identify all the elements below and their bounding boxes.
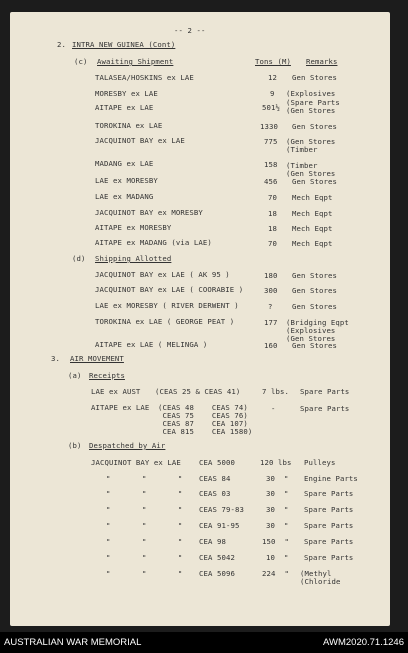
ditto-marks: " " " [106,569,183,578]
tons: 501½ [262,103,280,112]
route: AITAPE ex LAE [95,103,154,112]
consignment-ref: CEAS 84 [199,474,231,483]
ditto-marks: " " " [106,474,183,483]
route: JACQUINOT BAY ex LAE [95,136,185,145]
route: JACQUINOT BAY ex LAE [91,458,181,467]
remarks: Mech Eqpt [292,239,333,248]
remarks: (Bridging Eqpt [286,318,349,327]
consignment-refs: (CEAS 48 CEAS 74) [158,403,248,412]
remarks: Mech Eqpt [292,209,333,218]
subsection-title: Despatched by Air [89,441,166,450]
consignment-ref: CEA 91-95 [199,521,240,530]
route: AITAPE ex MADANG (via LAE) [95,238,212,247]
consignment-ref: CEAS 79-83 [199,505,244,514]
ditto-marks: " " " [106,521,183,530]
tons: 456 [264,177,278,186]
route: AITAPE ex LAE ( MELINGA ) [95,340,208,349]
remarks: Spare Parts [304,489,354,498]
tons: 12 [268,73,277,82]
tons: 300 [264,286,278,295]
consignment-refs: CEAS 75 CEAS 76) [158,411,248,420]
remarks: (Explosives [286,89,336,98]
ditto-marks: " " " [106,489,183,498]
remarks: (Chloride [300,577,341,586]
remarks: (Gen Stores [286,169,336,178]
route: AITAPE ex MORESBY [95,223,172,232]
remarks: Gen Stores [292,286,337,295]
consignment-ref: CEA 5096 [199,569,235,578]
quantity: - [271,404,276,413]
route: LAE ex MORESBY [95,176,158,185]
route: MADANG ex LAE [95,159,154,168]
consignment-refs: (CEAS 25 & CEAS 41) [155,387,241,396]
route: JACQUINOT BAY ex LAE ( AK 95 ) [95,270,230,279]
section-number: 3. [51,354,60,363]
quantity: 30 " [266,474,289,483]
remarks: Gen Stores [292,122,337,131]
remarks: Gen Stores [292,341,337,350]
remarks: Engine Parts [304,474,358,483]
tons: 70 [268,239,277,248]
tons: 18 [268,209,277,218]
consignment-refs: CEAS 87 CEA 107) [158,419,248,428]
subsection-letter: (c) [74,57,88,66]
route: LAE ex AUST [91,387,141,396]
consignment-ref: CEAS 03 [199,489,231,498]
remarks: Gen Stores [292,302,337,311]
quantity: 7 lbs. [262,387,289,396]
quantity: 150 " [262,537,289,546]
page-number: -- 2 -- [174,26,206,35]
remarks: Pulleys [304,458,336,467]
remarks: (Spare Parts [286,98,340,107]
subsection-title: Awaiting Shipment [97,57,174,66]
consignment-ref: CEA 98 [199,537,226,546]
tons: 180 [264,271,278,280]
remarks: Spare Parts [304,505,354,514]
remarks: (Gen Stores [286,334,336,343]
remarks: (Timber [286,145,318,154]
remarks: Mech Eqpt [292,193,333,202]
route: JACQUINOT BAY ex LAE ( COORABIE ) [95,285,244,294]
remarks: Spare Parts [300,387,350,396]
subsection-letter: (a) [68,371,82,380]
remarks: (Methyl [300,569,332,578]
quantity: 224 " [262,569,289,578]
column-header-remarks: Remarks [306,57,338,66]
route: TOROKINA ex LAE [95,121,163,130]
tons: 1330 [260,122,278,131]
quantity: 120 lbs [260,458,292,467]
tons: ? [268,302,273,311]
remarks: Spare Parts [300,404,350,413]
route: MORESBY ex LAE [95,89,158,98]
quantity: 30 " [266,505,289,514]
route: LAE ex MADANG [95,192,154,201]
remarks: (Explosives [286,326,336,335]
footer-bar [0,632,408,653]
section-title: AIR MOVEMENT [70,354,124,363]
remarks: Spare Parts [304,537,354,546]
ditto-marks: " " " [106,505,183,514]
tons: 775 [264,137,278,146]
route: LAE ex MORESBY ( RIVER DERWENT ) [95,301,239,310]
subsection-title: Shipping Allotted [95,254,172,263]
quantity: 30 " [266,521,289,530]
route: TALASEA/HOSKINS ex LAE [95,73,194,82]
route: AITAPE ex LAE [91,403,150,412]
remarks: Mech Eqpt [292,224,333,233]
consignment-ref: CEA 5000 [199,458,235,467]
remarks: (Timber [286,161,318,170]
remarks: (Gen Stores [286,106,336,115]
tons: 70 [268,193,277,202]
remarks: (Gen Stores [286,137,336,146]
tons: 18 [268,224,277,233]
tons: 9 [270,89,275,98]
section-number: 2. [57,40,66,49]
footer-accession: AWM2020.71.1246 [323,637,404,648]
subsection-letter: (b) [68,441,82,450]
subsection-title: Receipts [89,371,125,380]
subsection-letter: (d) [72,254,86,263]
tons: 158 [264,160,278,169]
remarks: Spare Parts [304,553,354,562]
quantity: 30 " [266,489,289,498]
route: JACQUINOT BAY ex MORESBY [95,208,203,217]
column-header-tons: Tons (M) [255,57,291,66]
tons: 160 [264,341,278,350]
remarks: Gen Stores [292,73,337,82]
footer-source: AUSTRALIAN WAR MEMORIAL [4,637,142,648]
ditto-marks: " " " [106,553,183,562]
consignment-refs: CEA 815 CEA 1580) [158,427,253,436]
quantity: 10 " [266,553,289,562]
remarks: Spare Parts [304,521,354,530]
remarks: Gen Stores [292,177,337,186]
tons: 177 [264,318,278,327]
ditto-marks: " " " [106,537,183,546]
remarks: Gen Stores [292,271,337,280]
route: TOROKINA ex LAE ( GEORGE PEAT ) [95,317,235,326]
consignment-ref: CEA 5042 [199,553,235,562]
section-title: INTRA NEW GUINEA (Cont) [72,40,176,49]
